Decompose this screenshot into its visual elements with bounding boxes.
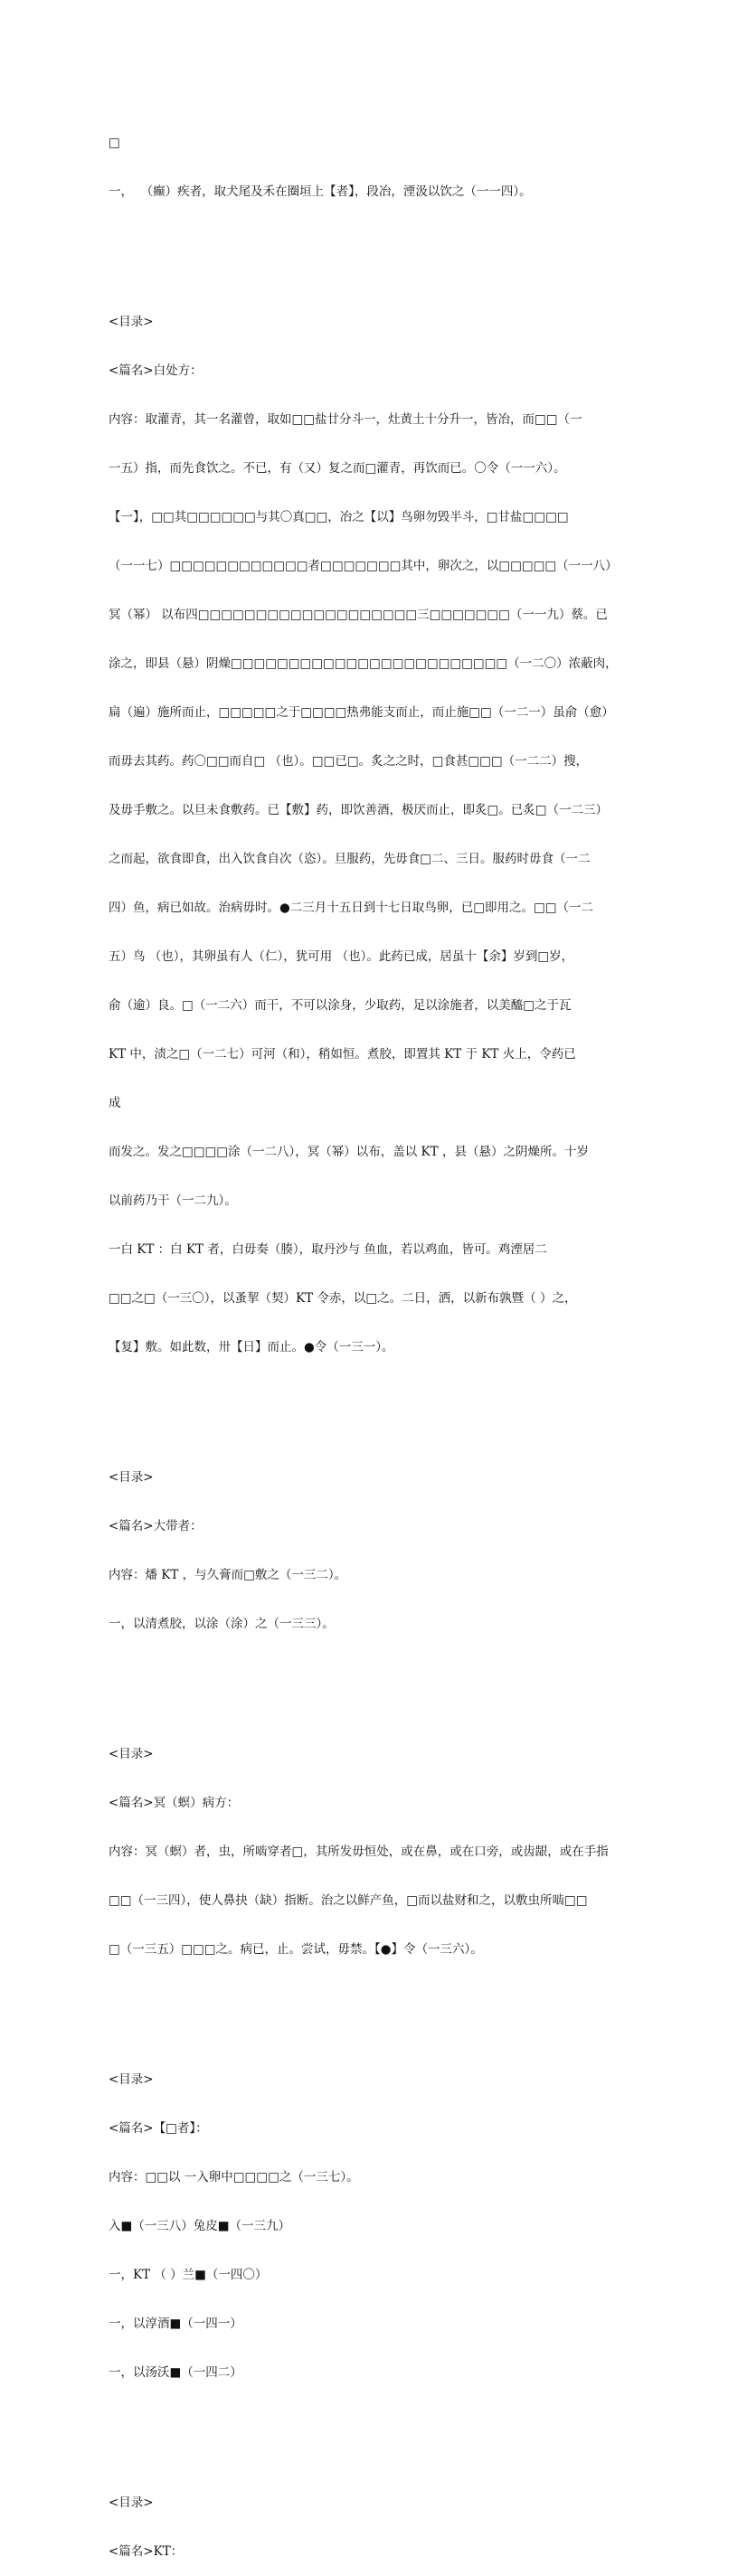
section-title: <篇名>白处方： <box>109 363 203 378</box>
section-title: <篇名>冥（螟）病方： <box>109 1796 240 1810</box>
document-page <box>109 86 642 2576</box>
blank-line <box>109 2413 642 2430</box>
text-line: 【一】，□□其□□□□□□与其〇真□□，冶之【以】鸟卵勿毁半斗，□甘盐□□□□ <box>109 510 569 524</box>
text-line: 之而起，欲食即食，出入饮食自次（恣）。旦服药，先毋食□二、三日。服药时毋食（一二 <box>109 852 591 866</box>
section-title: <篇名>KT： <box>109 2544 184 2559</box>
text-line: 而发之。发之□□□□涂（一二八），冥（幂）以布，盖以 KT ，县（悬）之阴燥所。十岁 <box>109 1145 589 1159</box>
text-line: □ <box>109 136 120 150</box>
text-line: 四）鱼，病已如故。治病毋时。●二三月十五日到十七日取鸟卵，已□即用之。□□（一二 <box>109 901 594 915</box>
blank-line <box>109 232 642 249</box>
text-line: 成 <box>109 1096 121 1110</box>
text-line: 以前药乃干（一二九）。 <box>109 1194 237 1208</box>
toc-label: <目录> <box>109 2072 154 2087</box>
text-line: 内容：冥（螟）者，虫，所啮穿者□，其所发毋恒处，或在鼻，或在口旁，或齿龈，或在手指 <box>109 1845 609 1859</box>
blank-line <box>109 1665 642 1681</box>
text-line: □□之□（一三〇），以蚤挈（契）KT 令赤，以□之。二日，洒，以新布孰暨（ ）之， <box>109 1291 577 1306</box>
text-line: 一，以淳酒■（一四一） <box>109 2317 242 2331</box>
text-line: 一白 KT ：白 KT 者，白毋奏（腠），取丹沙与 鱼血，若以鸡血，皆可。鸡湮居二 <box>109 1242 547 1257</box>
blank-line <box>109 1388 642 1404</box>
text-line: 涂之，即县（悬）阴燥□□□□□□□□□□□□□□□□□□□□□□□□（一二〇）浓蔽肉， <box>109 656 618 671</box>
text-line: 内容：取灌青，其一名灌曾，取如□□盐廿分斗一，灶黄土十分升一，皆冶，而□□（一 <box>109 412 582 427</box>
section-title: <篇名>大带者： <box>109 1519 203 1533</box>
text-line: 内容：燔 KT ，与久膏而□敷之（一三二）。 <box>109 1568 347 1582</box>
toc-label: <目录> <box>109 2496 154 2510</box>
text-line: 【复】敷。如此数，卅【日】而止。●令（一三一）。 <box>109 1340 394 1354</box>
text-line: 及毋手敷之。以旦未食敷药。已【敷】药，即饮善酒，极厌而止，即炙□。已炙□（一二三） <box>109 803 609 817</box>
text-line: KT 中，渍之□（一二七）可河（和），稍如恒。煮胶，即置其 KT 于 KT 火上，令药已 <box>109 1047 576 1062</box>
text-line: 冥（幂） 以布四□□□□□□□□□□□□□□□□□□□三□□□□□□□（一一九）蔡。已 <box>109 608 608 622</box>
text-line: 俞（逾）良。□（一二六）而干，不可以涂身，少取药，足以涂施者，以美醯□之于瓦 <box>109 998 572 1013</box>
text-line: 一，KT （ ）兰■（一四〇） <box>109 2268 268 2282</box>
text-line: 而毋去其药。药〇□□而自□ （也）。□□已□。炙之之时，□食甚□□□（一二二）搜， <box>109 754 589 769</box>
toc-label: <目录> <box>109 1747 154 1761</box>
text-line: 一五）指，而先食饮之。不已，有（又）复之而□灌青，再饮而已。〇令（一一六）。 <box>109 461 566 476</box>
text-line: 一，以清煮胶，以涂（涂）之（一三三）。 <box>109 1617 335 1631</box>
toc-label: <目录> <box>109 315 154 329</box>
text-line: 入■（一三八）兔皮■（一三九） <box>109 2219 291 2233</box>
text-line: □□（一三四），使人鼻抉（缺）指断。治之以鲜产鱼，□而以盐财和之，以敷虫所啮□□ <box>109 1893 588 1908</box>
text-line: 五）鸟 （也），其卵虽有人（仁），犹可用 （也）。此药已成，居虽十【余】岁到□岁， <box>109 949 574 964</box>
section-title: <篇名>【□者】： <box>109 2121 208 2136</box>
text-line: 扁（遍）施所而止，□□□□□之于□□□□热弗能支而止，而止施□□（一二一）虽俞（愈） <box>109 705 614 720</box>
text-line: □（一三五）□□□之。病已，止。尝试，毋禁。【●】令（一三六）。 <box>109 1942 483 1957</box>
text-line: （一一七）□□□□□□□□□□□□者□□□□□□□其中，卵次之，以□□□□□（一一八） <box>109 559 618 573</box>
toc-label: <目录> <box>109 1470 154 1485</box>
text-line: 内容：□□以 一入卵中□□□□之（一三七）。 <box>109 2170 359 2184</box>
text-line: 一， （癫）疾者，取犬尾及禾在圈垣上【者】，段冶，湮汲以饮之（一一四）。 <box>109 184 532 199</box>
text-line: 一，以汤沃■（一四二） <box>109 2365 242 2380</box>
blank-line <box>109 1990 642 2006</box>
